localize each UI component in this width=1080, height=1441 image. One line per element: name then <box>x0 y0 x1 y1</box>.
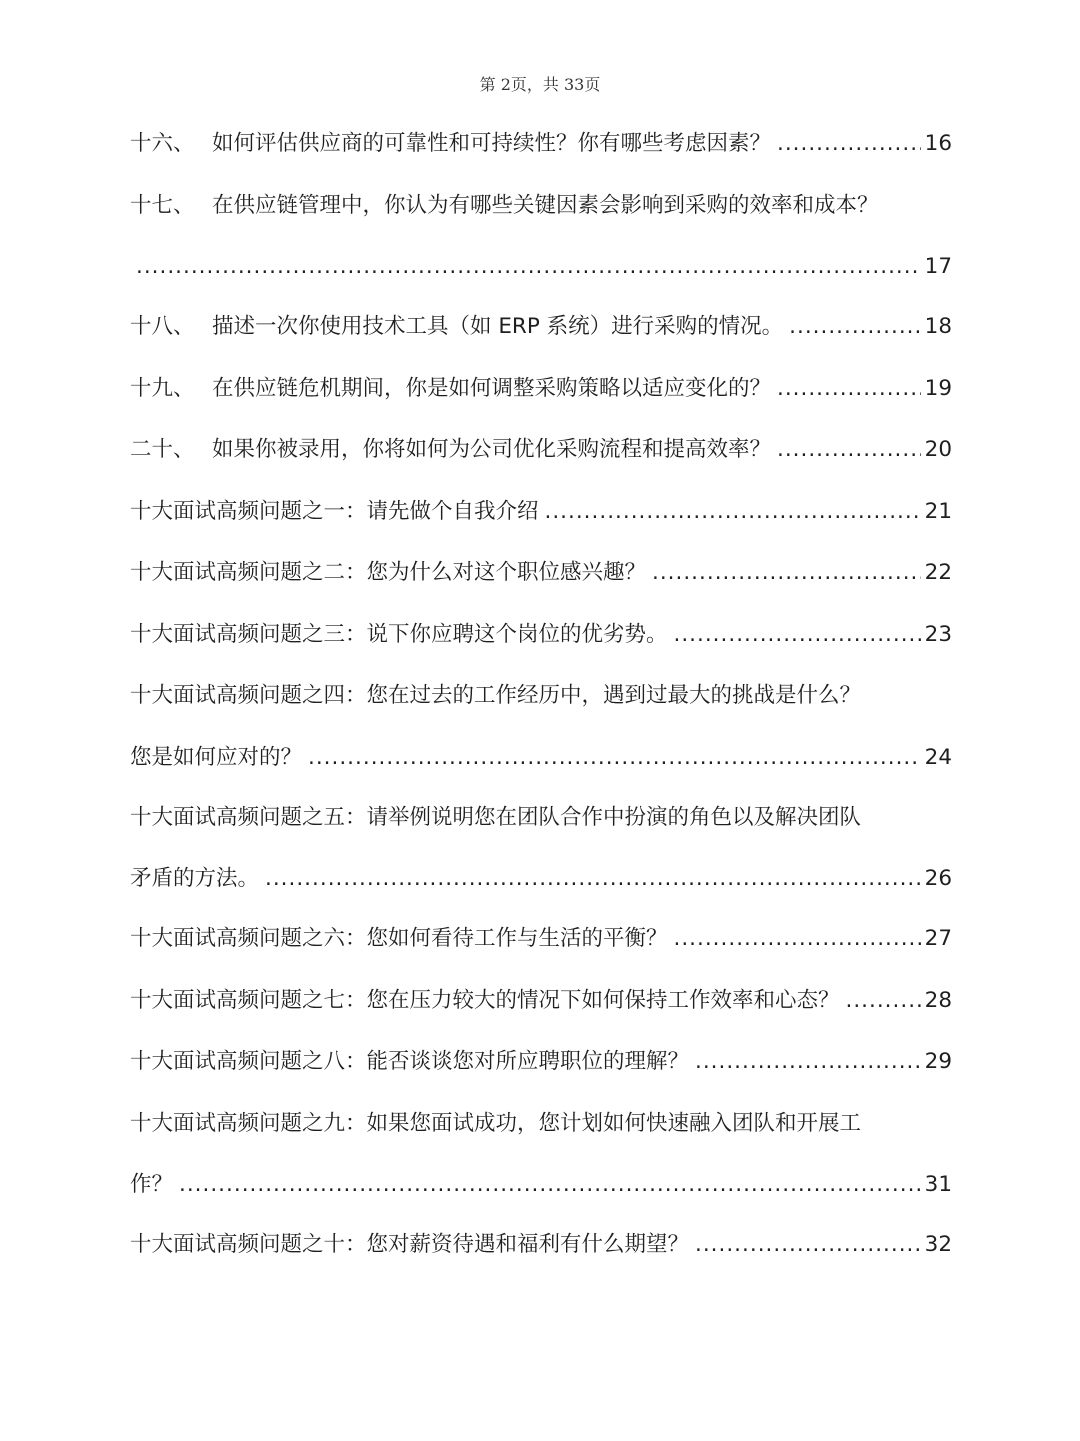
toc-entry-title: 如何评估供应商的可靠性和可持续性？你有哪些考虑因素？ <box>212 131 772 156</box>
toc-entry[interactable] <box>130 305 952 367</box>
toc-entry-title: 在供应链管理中，你认为有哪些关键因素会影响到采购的效率和成本？ <box>212 192 879 218</box>
toc-entry[interactable] <box>130 1223 952 1285</box>
toc-entry-title: 描述一次你使用技术工具（如 ERP 系统）进行采购的情况。 <box>212 314 784 339</box>
toc-entry-number: 十八、 <box>130 314 195 339</box>
toc-entry-page-number: 27 <box>924 926 952 951</box>
toc-entry-number: 十七、 <box>130 192 195 218</box>
toc-entry-title-continued: 您是如何应对的？ <box>130 744 303 770</box>
dot-leader <box>846 979 921 1023</box>
toc-entry[interactable] <box>130 490 952 552</box>
toc-entry-title: 在供应链危机期间，你是如何调整采购策略以适应变化的？ <box>212 375 772 401</box>
page-header: 第 2页，共 33页 <box>479 75 601 94</box>
toc-entry[interactable] <box>130 979 952 1041</box>
toc-entry-page-number: 32 <box>924 1232 952 1257</box>
toc-entry[interactable] <box>130 122 952 184</box>
toc-entry-title: 十大面试高频问题之六：您如何看待工作与生活的平衡？ <box>130 926 668 951</box>
toc-entry-page-number: 31 <box>924 1172 952 1197</box>
toc-entry-page-number: 26 <box>924 866 952 891</box>
dot-leader <box>674 613 921 657</box>
toc-entry[interactable] <box>130 674 952 736</box>
toc-entry-page-number: 16 <box>924 131 952 156</box>
dot-leader <box>136 245 921 289</box>
toc-entry[interactable] <box>130 1102 952 1164</box>
toc-entry-continuation[interactable] <box>130 736 952 796</box>
dot-leader <box>695 1223 921 1267</box>
toc-entry-number: 十六、 <box>130 131 195 156</box>
toc-entry-page-number: 23 <box>924 621 952 647</box>
toc-entry-title: 十大面试高频问题之五：请举例说明您在团队合作中扮演的角色以及解决团队 <box>130 804 862 830</box>
toc-entry[interactable] <box>130 1040 952 1102</box>
dot-leader <box>545 490 921 534</box>
toc-entry-continuation[interactable] <box>130 245 952 305</box>
dot-leader <box>777 428 921 472</box>
toc-entry[interactable] <box>130 796 952 858</box>
toc-entry-page-number: 20 <box>924 437 952 462</box>
toc-entry-page-number: 19 <box>924 375 952 401</box>
toc-entry-title: 十大面试高频问题之十：您对薪资待遇和福利有什么期望？ <box>130 1232 690 1257</box>
dot-leader <box>652 551 921 595</box>
toc-entry-title: 十大面试高频问题之四：您在过去的工作经历中，遇到过最大的挑战是什么？ <box>130 683 862 708</box>
dot-leader <box>265 857 921 901</box>
toc-entry-title-continued: 矛盾的方法。 <box>130 866 260 891</box>
toc-entry[interactable] <box>130 917 952 979</box>
toc-entry-title: 十大面试高频问题之二：您为什么对这个职位感兴趣？ <box>130 560 647 585</box>
toc-entry-page-number: 18 <box>924 314 952 339</box>
dot-leader <box>789 305 920 349</box>
toc-entry[interactable] <box>130 551 952 613</box>
toc-entry[interactable] <box>130 367 952 429</box>
toc-entry-title: 十大面试高频问题之七：您在压力较大的情况下如何保持工作效率和心态？ <box>130 987 840 1013</box>
dot-leader <box>308 736 921 780</box>
toc-entry-page-number: 29 <box>924 1049 952 1074</box>
toc-entry-page-number: 22 <box>924 560 952 585</box>
toc-entry-title-continued: 作？ <box>130 1172 174 1197</box>
toc-entry-title: 十大面试高频问题之一：请先做个自我介绍 <box>130 498 539 524</box>
dot-leader <box>777 367 921 411</box>
toc-entry-page-number: 28 <box>924 987 952 1013</box>
toc-entry[interactable] <box>130 613 952 675</box>
toc-entry-title: 十大面试高频问题之三：说下你应聘这个岗位的优劣势。 <box>130 621 668 647</box>
toc-entry-continuation[interactable] <box>130 1163 952 1223</box>
toc-entry-page-number: 21 <box>924 498 952 524</box>
dot-leader <box>695 1040 921 1084</box>
toc-entry-continuation[interactable] <box>130 857 952 917</box>
table-of-contents <box>130 122 952 1285</box>
toc-entry-title: 十大面试高频问题之九：如果您面试成功，您计划如何快速融入团队和开展工 <box>130 1110 862 1136</box>
toc-entry-page-number: 24 <box>924 744 952 770</box>
dot-leader <box>674 917 921 961</box>
toc-entry-number: 二十、 <box>130 437 195 462</box>
toc-entry-number: 十九、 <box>130 375 195 401</box>
toc-entry[interactable] <box>130 184 952 246</box>
toc-entry-page-number: 17 <box>924 254 952 279</box>
dot-leader <box>777 122 921 166</box>
dot-leader <box>179 1163 921 1207</box>
toc-entry-title: 十大面试高频问题之八：能否谈谈您对所应聘职位的理解？ <box>130 1049 690 1074</box>
toc-entry[interactable] <box>130 428 952 490</box>
toc-entry-title: 如果你被录用，你将如何为公司优化采购流程和提高效率？ <box>212 437 772 462</box>
